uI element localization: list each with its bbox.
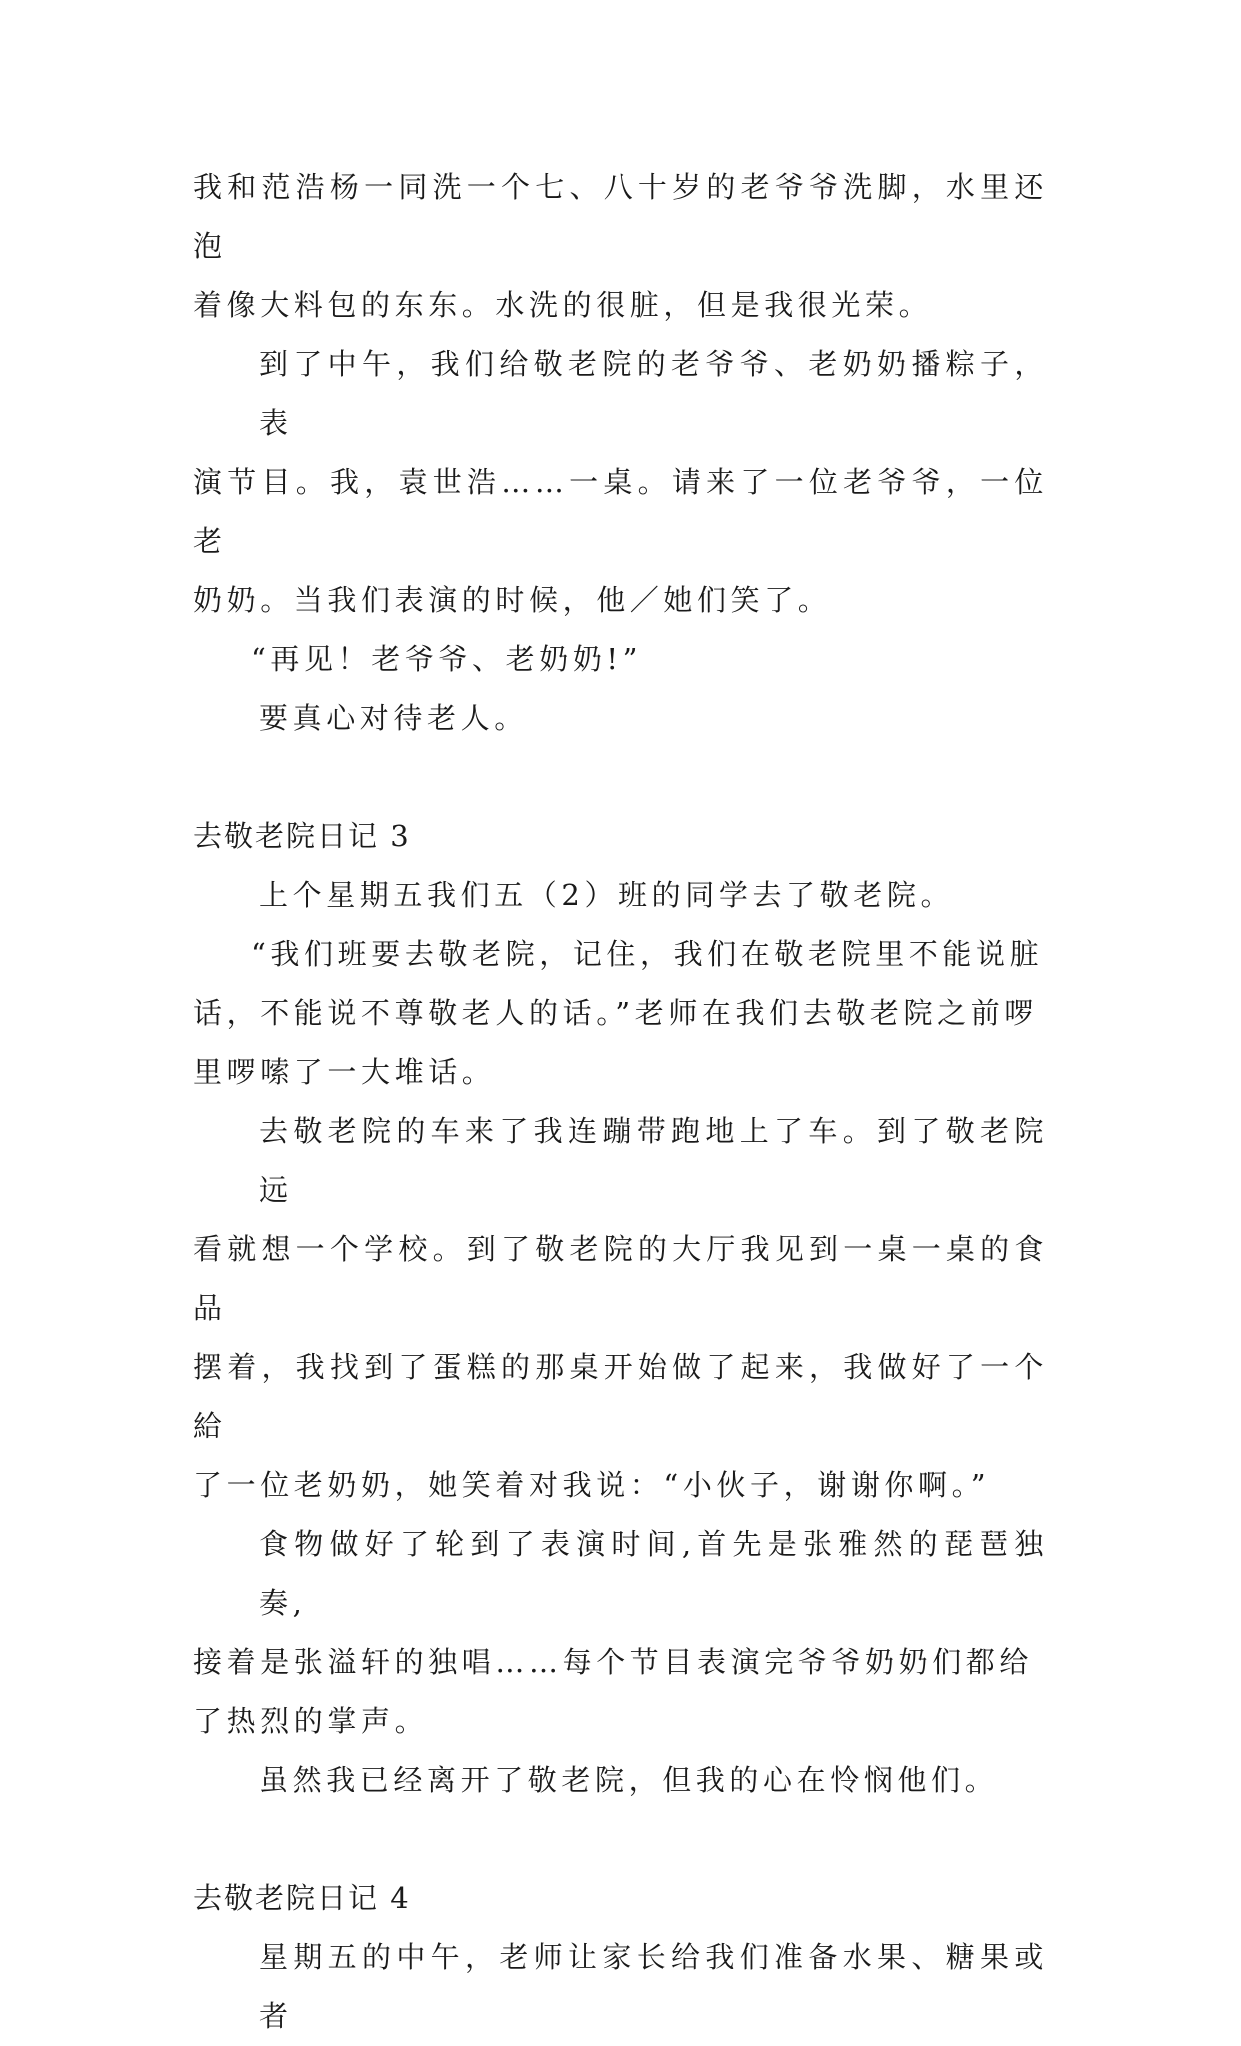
- section-gap: [193, 1810, 1048, 1869]
- text-line: 食物做好了轮到了表演时间,首先是张雅然的琵琶独奏,: [259, 1527, 1048, 1620]
- text-line: 看就想一个学校。到了敬老院的大厅我见到一桌一桌的食品: [193, 1232, 1048, 1325]
- paragraph: [193, 689, 1048, 748]
- section-title: 去敬老院日记 4: [193, 1881, 411, 1915]
- document-page: [193, 158, 1048, 2046]
- text-line: 了热烈的掌声。: [193, 1704, 429, 1738]
- paragraph: [193, 1515, 1048, 1751]
- section-gap: [193, 748, 1048, 807]
- paragraph: [193, 866, 1048, 925]
- text-line: 星期五的中午，老师让家长给我们准备水果、糖果或者: [259, 1940, 1048, 2033]
- text-line: “我们班要去敬老院，记住，我们在敬老院里不能说脏: [251, 937, 1044, 971]
- paragraph: [193, 1102, 1048, 1515]
- text-line: 接着是张溢轩的独唱……每个节目表演完爷爷奶奶们都给: [193, 1645, 1034, 1679]
- text-line: 了一位老奶奶，她笑着对我说：“小伙子，谢谢你啊。”: [193, 1468, 991, 1502]
- text-line: 里啰嗦了一大堆话。: [193, 1055, 496, 1089]
- text-line: 要真心对待老人。: [259, 701, 528, 735]
- text-line: 演节目。我，袁世浩……一桌。请来了一位老爷爷，一位老: [193, 465, 1048, 558]
- paragraph: [193, 925, 1048, 1102]
- text-line: 着像大料包的东东。水洗的很脏，但是我很光荣。: [193, 288, 933, 322]
- paragraph: [193, 335, 1048, 630]
- text-line: 上个星期五我们五（2）班的同学去了敬老院。: [259, 878, 955, 912]
- text-line: 虽然我已经离开了敬老院，但我的心在怜悯他们。: [259, 1763, 999, 1797]
- paragraph: [193, 158, 1048, 335]
- paragraph: [193, 1928, 1048, 2046]
- section-title: 去敬老院日记 3: [193, 819, 411, 853]
- text-line: 到了中午，我们给敬老院的老爷爷、老奶奶播粽子，表: [259, 347, 1048, 440]
- paragraph: [193, 630, 1048, 689]
- paragraph: [193, 1751, 1048, 1810]
- text-line: “再见！老爷爷、老奶奶!”: [251, 642, 643, 676]
- text-line: 话，不能说不尊敬老人的话。”老师在我们去敬老院之前啰: [193, 996, 1038, 1030]
- text-line: 我和范浩杨一同洗一个七、八十岁的老爷爷洗脚，水里还泡: [193, 170, 1048, 263]
- text-line: 去敬老院的车来了我连蹦带跑地上了车。到了敬老院远: [259, 1114, 1048, 1207]
- text-line: 奶奶。当我们表演的时候，他／她们笑了。: [193, 583, 832, 617]
- text-line: 摆着，我找到了蛋糕的那桌开始做了起来，我做好了一个給: [193, 1350, 1048, 1443]
